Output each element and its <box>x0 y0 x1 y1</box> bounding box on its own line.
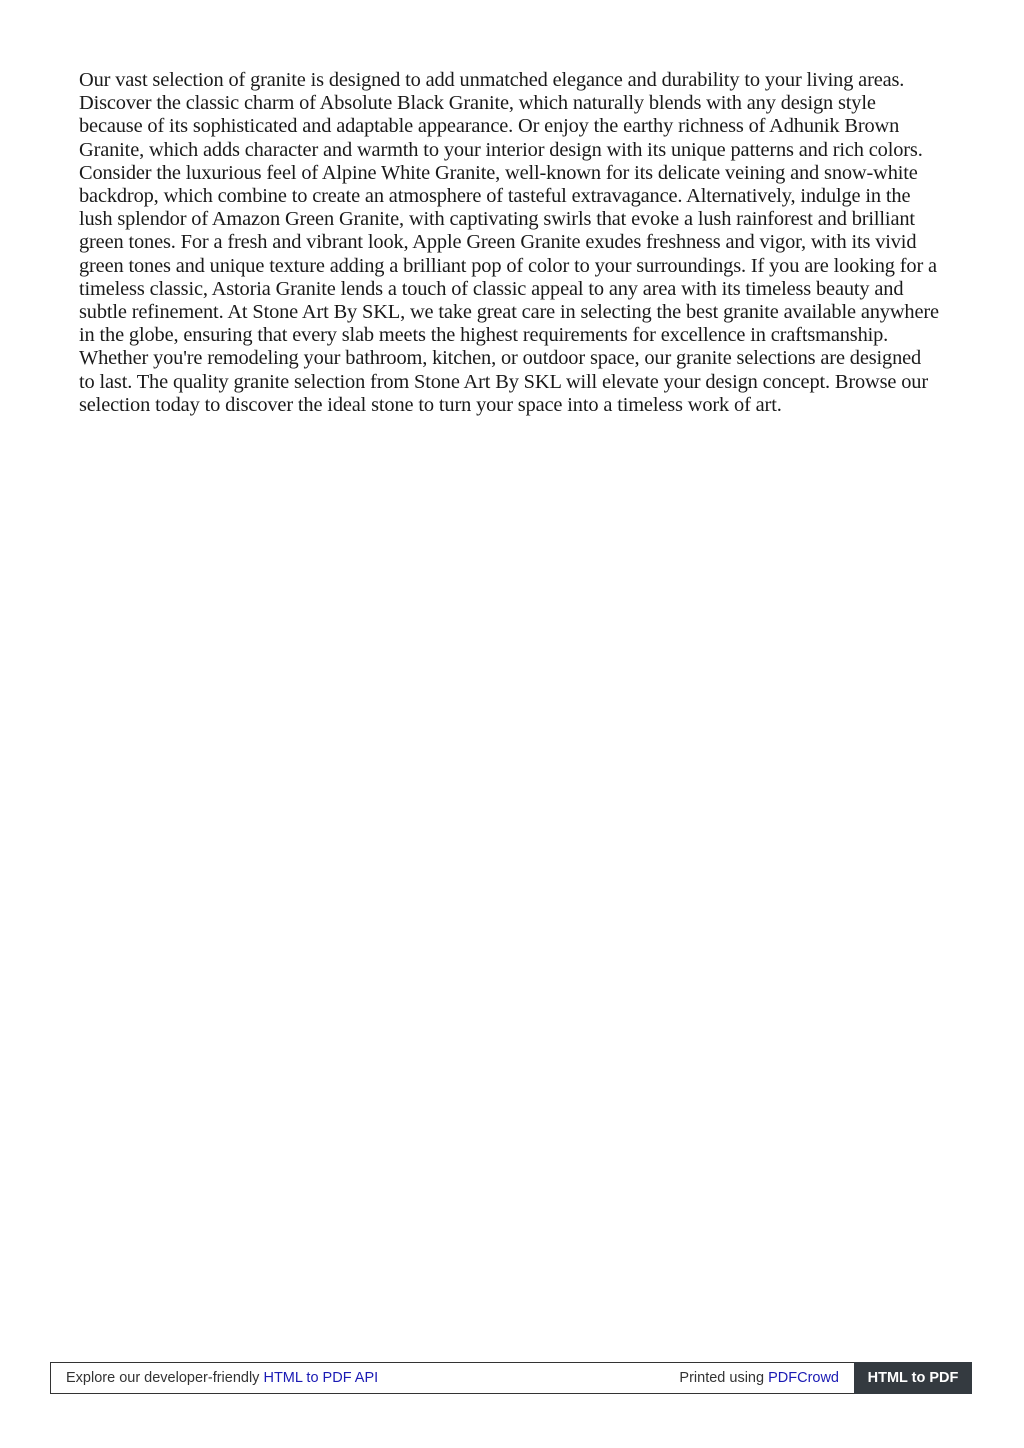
pdfcrowd-link[interactable]: PDFCrowd <box>768 1370 839 1386</box>
html-to-pdf-api-link[interactable]: HTML to PDF API <box>263 1370 379 1386</box>
footer-left-text: Explore our developer-friendly <box>66 1370 264 1386</box>
footer-right-text: Printed using <box>679 1370 769 1386</box>
html-to-pdf-badge[interactable]: HTML to PDF <box>854 1362 972 1394</box>
footer-left <box>51 1370 679 1386</box>
footer-right <box>679 1370 854 1386</box>
body-paragraph: Our vast selection of granite is designed to add unmatched elegance and durability to your living areas. Discover the classic charm of Absolute Black Granite, which naturally blends with any design style because of its sophisticated and adaptable appearance. Or enjoy the earthy richness of Adhunik Brown Granite, which adds character and warmth to your interior design with its unique patterns and rich colors. Consider the luxurious feel of Alpine White Granite, well-known for its delicate veining and snow-white backdrop, which combine to create an atmosphere of tasteful extravagance. Alternatively, indulge in the lush splendor of Amazon Green Granite, with captivating swirls that evoke a lush rainforest and brilliant green tones. For a fresh and vibrant look, Apple Green Granite exudes freshness and vigor, with its vivid green tones and unique texture adding a brilliant pop of color to your surroundings. If you are looking for a timeless classic, Astoria Granite lends a touch of classic appeal to any area with its timeless beauty and subtle refinement. At Stone Art By SKL, we take great care in selecting the best granite available anywhere in the globe, ensuring that every slab meets the highest requirements for excellence in craftsmanship. Whether you're remodeling your bathroom, kitchen, or outdoor space, our granite selections are designed to last. The quality granite selection from Stone Art By SKL will elevate your design concept. Browse our selection today to discover the ideal stone to turn your space into a timeless work of art. <box>79 69 939 416</box>
pdf-footer-bar <box>50 1362 972 1394</box>
